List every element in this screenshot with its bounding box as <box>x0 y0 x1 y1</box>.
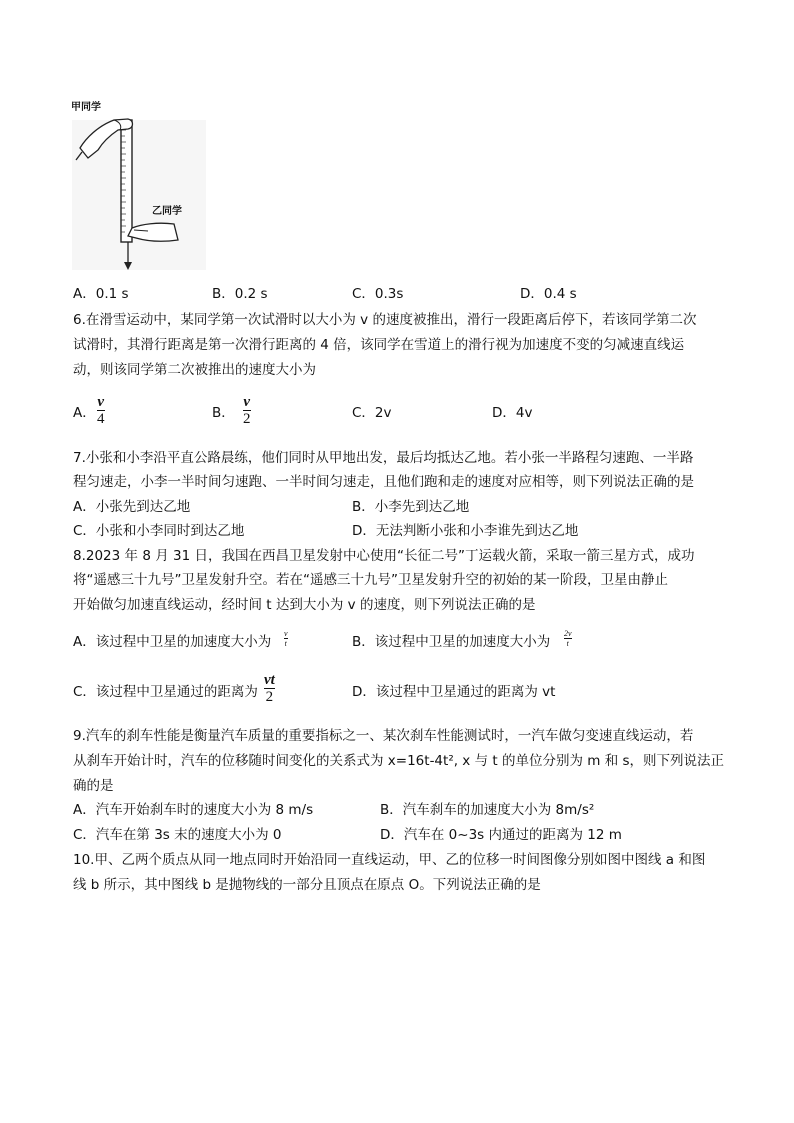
q8-option-a-fraction <box>284 629 288 648</box>
q6-option-b-fraction <box>243 395 251 427</box>
q8-option-b-denominator: t <box>566 639 569 648</box>
q8-option-b-fraction <box>564 629 572 648</box>
q9-line-3: 确的是 <box>73 778 114 794</box>
q8-option-a-text: A．该过程中卫星的加速度大小为 <box>73 634 272 650</box>
q8-option-c-numerator: vt <box>264 672 275 688</box>
q6-option-d: D．4v <box>492 405 533 421</box>
q9-option-a: A．汽车开始刹车时的速度大小为 8 m/s <box>73 802 314 818</box>
q5-option-d: D．0.4 s <box>520 286 577 302</box>
q7-option-a: A．小张先到达乙地 <box>73 499 191 515</box>
q8-option-b-numerator: 2v <box>564 629 572 638</box>
q9-line-2: 从刹车开始计时，汽车的位移随时间变化的关系式为 x=16t-4t², x 与 t 的单位分别为 m 和 s，则下列说法正 <box>73 753 725 769</box>
q5-option-b: B．0.2 s <box>212 286 268 302</box>
q8-option-a-numerator: v <box>284 629 288 638</box>
q10-line-1: 10.甲、乙两个质点从同一地点同时开始沿同一直线运动，甲、乙的位移一时间图像分别如图中图线 a 和图 <box>73 852 706 868</box>
q9-line-1: 9.汽车的刹车性能是衡量汽车质量的重要指标之一、某次刹车性能测试时，一汽车做匀变速直线运动，若 <box>73 728 694 744</box>
q6-line-2: 试滑时，其滑行距离是第一次滑行距离的 4 倍，该同学在雪道上的滑行视为加速度不变的匀减速直线运 <box>73 337 685 353</box>
q7-option-d: D．无法判断小张和小李谁先到达乙地 <box>352 523 579 539</box>
q9-option-d: D．汽车在 0~3s 内通过的距离为 12 m <box>380 827 622 843</box>
q7-option-b: B．小李先到达乙地 <box>352 499 470 515</box>
q6-option-a-denominator: 4 <box>97 411 105 427</box>
label-jia: 甲同学 <box>71 102 101 113</box>
q8-option-c-denominator: 2 <box>265 689 274 705</box>
ruler-drop-illustration <box>68 100 210 275</box>
q7-line-2: 程匀速走，小李一半时间匀速跑、一半时间匀速走，且他们跑和走的速度对应相等，则下列说法正确的是 <box>73 474 694 490</box>
q5-option-a: A．0.1 s <box>73 286 129 302</box>
q8-option-b-text: B．该过程中卫星的加速度大小为 <box>352 634 551 650</box>
q6-option-a-label: A． <box>73 405 96 421</box>
q7-line-1: 7.小张和小李沿平直公路晨练，他们同时从甲地出发，最后均抵达乙地。若小张一半路程匀速跑、一半路 <box>73 450 694 466</box>
q8-line-3: 开始做匀加速直线运动，经时间 t 达到大小为 v 的速度，则下列说法正确的是 <box>73 597 536 613</box>
q5-option-c: C．0.3s <box>352 286 404 302</box>
ruler-drop-figure <box>68 100 210 275</box>
q6-line-1: 6.在滑雪运动中，某同学第一次试滑时以大小为 v 的速度被推出，滑行一段距离后停下，若该同学第二次 <box>73 312 697 328</box>
q6-line-3: 动，则该同学第二次被推出的速度大小为 <box>73 362 316 378</box>
q9-option-c: C．汽车在第 3s 末的速度大小为 0 <box>73 827 282 843</box>
q8-option-d: D．该过程中卫星通过的距离为 vt <box>352 684 556 700</box>
q8-option-a-denominator: t <box>284 639 287 648</box>
q10-line-2: 线 b 所示，其中图线 b 是抛物线的一部分且顶点在原点 O。下列说法正确的是 <box>73 877 541 893</box>
q8-option-c-text: C．该过程中卫星通过的距离为 <box>73 684 258 700</box>
q6-option-b-label: B． <box>212 405 235 421</box>
q8-line-1: 8.2023 年 8 月 31 日，我国在西昌卫星发射中心使用“长征二号”丁运载火箭，采取一箭三星方式，成功 <box>73 548 695 564</box>
label-yi: 乙同学 <box>152 206 182 217</box>
q7-option-c: C．小张和小李同时到达乙地 <box>73 523 245 539</box>
q6-option-b-numerator: v <box>243 394 251 410</box>
q6-option-a-fraction <box>97 395 105 427</box>
q6-option-c: C．2v <box>352 405 392 421</box>
q6-option-a-numerator: v <box>97 394 105 410</box>
q9-option-b: B．汽车刹车的加速度大小为 8m/s² <box>380 802 595 818</box>
q8-option-c-fraction <box>264 673 275 705</box>
q8-line-2: 将“遥感三十九号”卫星发射升空。若在“遥感三十九号”卫星发射升空的初始的某一阶段，卫星由静止 <box>73 572 668 588</box>
q6-option-b-denominator: 2 <box>243 411 251 427</box>
